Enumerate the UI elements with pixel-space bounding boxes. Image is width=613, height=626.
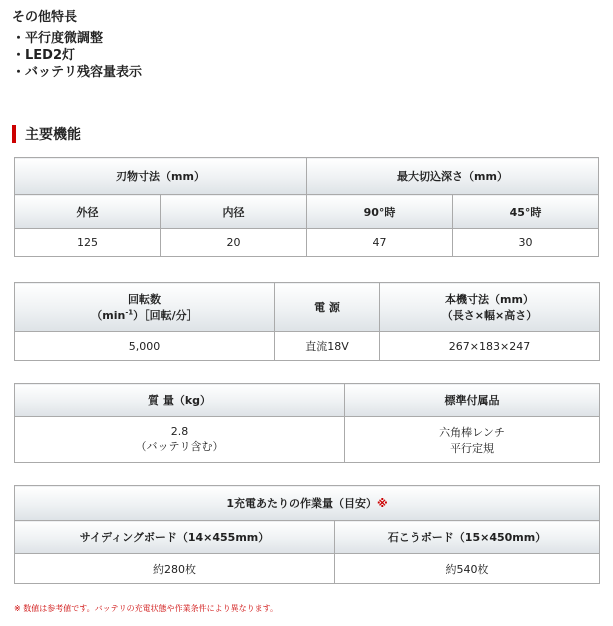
siding-board-value: 約280枚 <box>15 554 335 584</box>
size-header-line2: （長さ×幅×高さ） <box>441 309 538 322</box>
outer-diameter-value: 125 <box>15 229 161 257</box>
rpm-header-line2: $(\min^{-1})[$回転/分］ <box>91 308 198 322</box>
siding-board-header: サイディングボード（14×455mm） <box>15 521 335 554</box>
mass-value: 2.8 （バッテリ含む） <box>15 417 345 463</box>
inner-diameter-value: 20 <box>161 229 307 257</box>
blade-depth-table <box>14 157 599 257</box>
section-title: 主要機能 <box>25 127 81 143</box>
size-header-line1: 本機寸法（mm） <box>445 293 534 306</box>
accessories-header: 標準付属品 <box>345 384 600 417</box>
rpm-header <box>15 283 275 332</box>
footnote: ※ 数値は参考値です。バッテリの充電状態や作業条件により異なります。 <box>14 604 278 613</box>
rpm-power-size-table <box>14 282 600 361</box>
inner-diameter-header: 内径 <box>161 195 307 229</box>
rpm-header-line1: 回転数 <box>128 293 161 306</box>
section-heading <box>12 124 81 144</box>
gypsum-board-header: 石こうボード（15×450mm） <box>335 521 600 554</box>
depth-90-header: 90°時 <box>307 195 453 229</box>
asterisk-mark: ※ <box>376 497 388 510</box>
cut-depth-header: 最大切込深さ（mm） <box>307 158 599 195</box>
blade-size-header: 刃物寸法（mm） <box>15 158 307 195</box>
work-per-charge-header: 1充電あたりの作業量（目安）※ <box>15 486 600 521</box>
mass-accessories-table <box>14 383 600 463</box>
rpm-value: 5,000 <box>15 332 275 361</box>
feature-item: ・バッテリ残容量表示 <box>12 65 143 80</box>
power-header: 電 源 <box>275 283 380 332</box>
feature-item: ・LED2灯 <box>12 48 76 63</box>
power-value: 直流18V <box>275 332 380 361</box>
mass-header: 質 量（kg） <box>15 384 345 417</box>
other-features-title: その他特長 <box>12 10 78 25</box>
feature-item: ・平行度微調整 <box>12 31 104 46</box>
feature-list <box>12 30 142 81</box>
gypsum-board-value: 約540枚 <box>335 554 600 584</box>
section-accent-bar <box>12 125 16 143</box>
size-value: 267×183×247 <box>380 332 600 361</box>
depth-45-header: 45°時 <box>453 195 599 229</box>
depth-45-value: 30 <box>453 229 599 257</box>
outer-diameter-header: 外径 <box>15 195 161 229</box>
accessories-value: 六角棒レンチ 平行定規 <box>345 417 600 463</box>
depth-90-value: 47 <box>307 229 453 257</box>
size-header <box>380 283 600 332</box>
work-per-charge-table <box>14 485 600 584</box>
